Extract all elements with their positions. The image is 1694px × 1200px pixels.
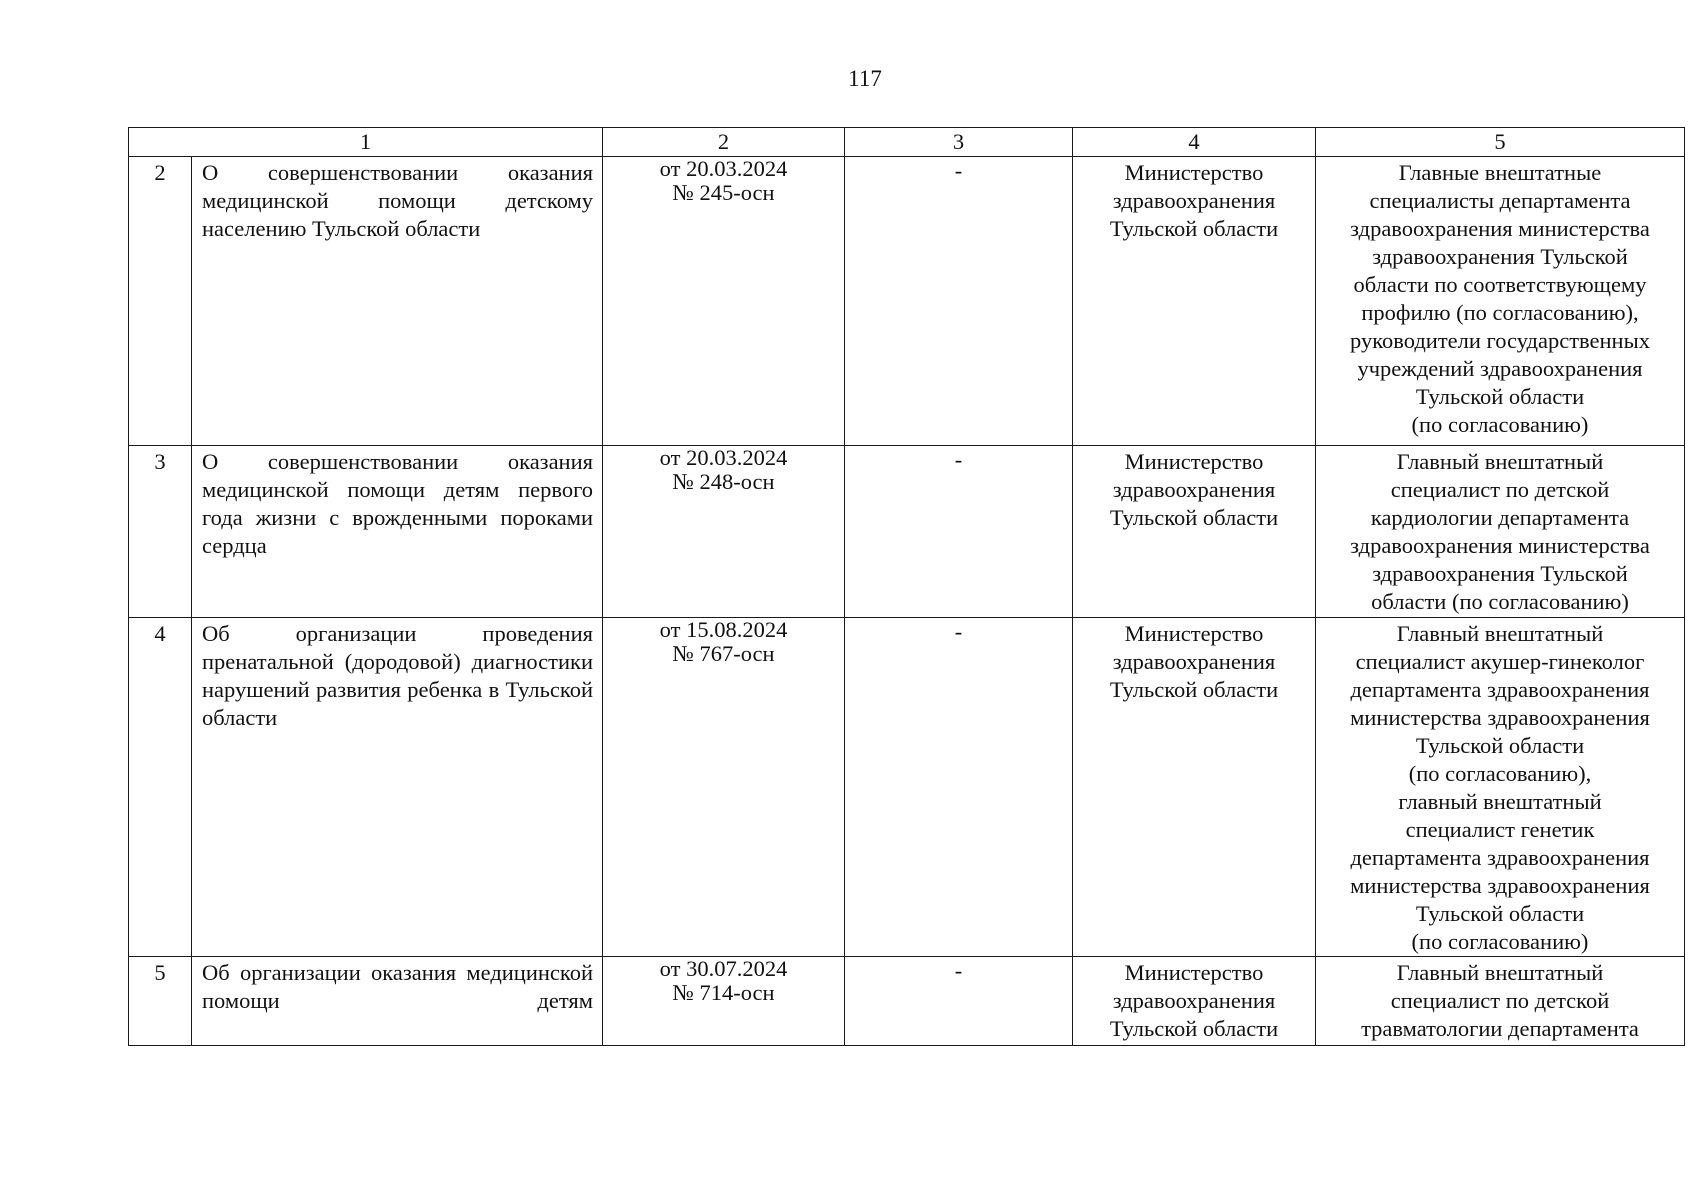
- org-line: Министерство: [1124, 960, 1264, 985]
- column-header-1: 1: [129, 128, 603, 157]
- resp-line: Главный внештатный: [1396, 449, 1604, 474]
- org-line: Тульской области: [1109, 216, 1279, 241]
- responsible-organization: [1073, 157, 1316, 446]
- document-number: № 767-осн: [672, 641, 775, 666]
- resp-line: здравоохранения министерства: [1350, 216, 1650, 241]
- document-title: О совершенствовании оказания медицинской помощи детям первого года жизни с врожденными пороками сердца: [192, 446, 603, 618]
- date-line: от 30.07.2024: [659, 956, 788, 981]
- page-number: 117: [848, 66, 882, 91]
- resp-line: департамента здравоохранения: [1350, 677, 1650, 702]
- org-line: Тульской области: [1109, 505, 1279, 530]
- resp-line: министерства здравоохранения: [1350, 705, 1650, 730]
- resp-line: специалист по детской: [1390, 988, 1610, 1013]
- org-line: Тульской области: [1109, 677, 1279, 702]
- org-line: Тульской области: [1109, 1016, 1279, 1041]
- row-number: 4: [129, 618, 192, 957]
- resp-line: области (по согласованию): [1371, 589, 1629, 614]
- column-header-4: 4: [1073, 128, 1316, 157]
- date-line: от 20.03.2024: [659, 445, 788, 470]
- org-line: здравоохранения: [1112, 649, 1276, 674]
- document-title: Об организации оказания медицинской помощи детям: [192, 957, 603, 1046]
- resp-line: специалист акушер-гинеколог: [1355, 649, 1645, 674]
- column-header-5: 5: [1316, 128, 1685, 157]
- date-line: от 20.03.2024: [659, 156, 788, 181]
- resp-line: области по соответствующему: [1353, 272, 1647, 297]
- org-line: здравоохранения: [1112, 988, 1276, 1013]
- responsible-persons: [1316, 618, 1685, 957]
- resp-line: (по согласованию): [1411, 929, 1589, 954]
- resp-line: специалисты департамента: [1369, 188, 1631, 213]
- resp-line: министерства здравоохранения: [1350, 873, 1650, 898]
- column-3-value: -: [845, 618, 1073, 957]
- document-number: № 714-осн: [672, 980, 775, 1005]
- resp-line: руководители государственных: [1350, 328, 1650, 353]
- row-number: 5: [129, 957, 192, 1046]
- resp-line: Тульской области: [1415, 901, 1585, 926]
- column-3-value: -: [845, 446, 1073, 618]
- responsible-persons: [1316, 446, 1685, 618]
- responsible-organization: [1073, 618, 1316, 957]
- org-line: Министерство: [1124, 449, 1264, 474]
- resp-line: Главные внештатные: [1398, 160, 1602, 185]
- document-date: [603, 446, 845, 618]
- resp-line: Главный внештатный: [1396, 621, 1604, 646]
- responsible-persons: [1316, 957, 1685, 1046]
- org-line: Министерство: [1124, 160, 1264, 185]
- table-row: [129, 157, 1685, 446]
- org-line: Министерство: [1124, 621, 1264, 646]
- document-date: [603, 957, 845, 1046]
- table-row: [129, 618, 1685, 957]
- column-header-3: 3: [845, 128, 1073, 157]
- resp-line: Тульской области: [1415, 384, 1585, 409]
- resp-line: травматологии департамента: [1361, 1016, 1639, 1041]
- column-3-value: -: [845, 157, 1073, 446]
- document-date: [603, 618, 845, 957]
- resp-line: кардиологии департамента: [1370, 505, 1630, 530]
- table-row: [129, 957, 1685, 1046]
- document-number: № 245-осн: [672, 180, 775, 205]
- document-number: № 248-осн: [672, 469, 775, 494]
- resp-line: Главный внештатный: [1396, 960, 1604, 985]
- row-number: 3: [129, 446, 192, 618]
- resp-line: здравоохранения Тульской: [1372, 244, 1628, 269]
- date-line: от 15.08.2024: [659, 617, 788, 642]
- responsible-organization: [1073, 957, 1316, 1046]
- resp-line: здравоохранения Тульской: [1372, 561, 1628, 586]
- resp-line: департамента здравоохранения: [1350, 845, 1650, 870]
- resp-line: главный внештатный: [1398, 789, 1602, 814]
- org-line: здравоохранения: [1112, 477, 1276, 502]
- column-3-value: -: [845, 957, 1073, 1046]
- resp-line: здравоохранения министерства: [1350, 533, 1650, 558]
- column-header-2: 2: [603, 128, 845, 157]
- responsible-persons: [1316, 157, 1685, 446]
- document-title: Об организации проведения пренатальной (дородовой) диагностики нарушений развития ребенка в Тульской области: [192, 618, 603, 957]
- document-title: О совершенствовании оказания медицинской помощи детскому населению Тульской области: [192, 157, 603, 446]
- resp-line: специалист генетик: [1405, 817, 1595, 842]
- header-row: [129, 128, 1685, 157]
- document-date: [603, 157, 845, 446]
- resp-line: специалист по детской: [1390, 477, 1610, 502]
- document-table: [128, 127, 1685, 1046]
- resp-line: Тульской области: [1415, 733, 1585, 758]
- resp-line: профилю (по согласованию),: [1361, 300, 1639, 325]
- row-number: 2: [129, 157, 192, 446]
- resp-line: учреждений здравоохранения: [1357, 356, 1643, 381]
- org-line: здравоохранения: [1112, 188, 1276, 213]
- responsible-organization: [1073, 446, 1316, 618]
- table-row: [129, 446, 1685, 618]
- resp-line: (по согласованию): [1411, 412, 1589, 437]
- resp-line: (по согласованию),: [1408, 761, 1592, 786]
